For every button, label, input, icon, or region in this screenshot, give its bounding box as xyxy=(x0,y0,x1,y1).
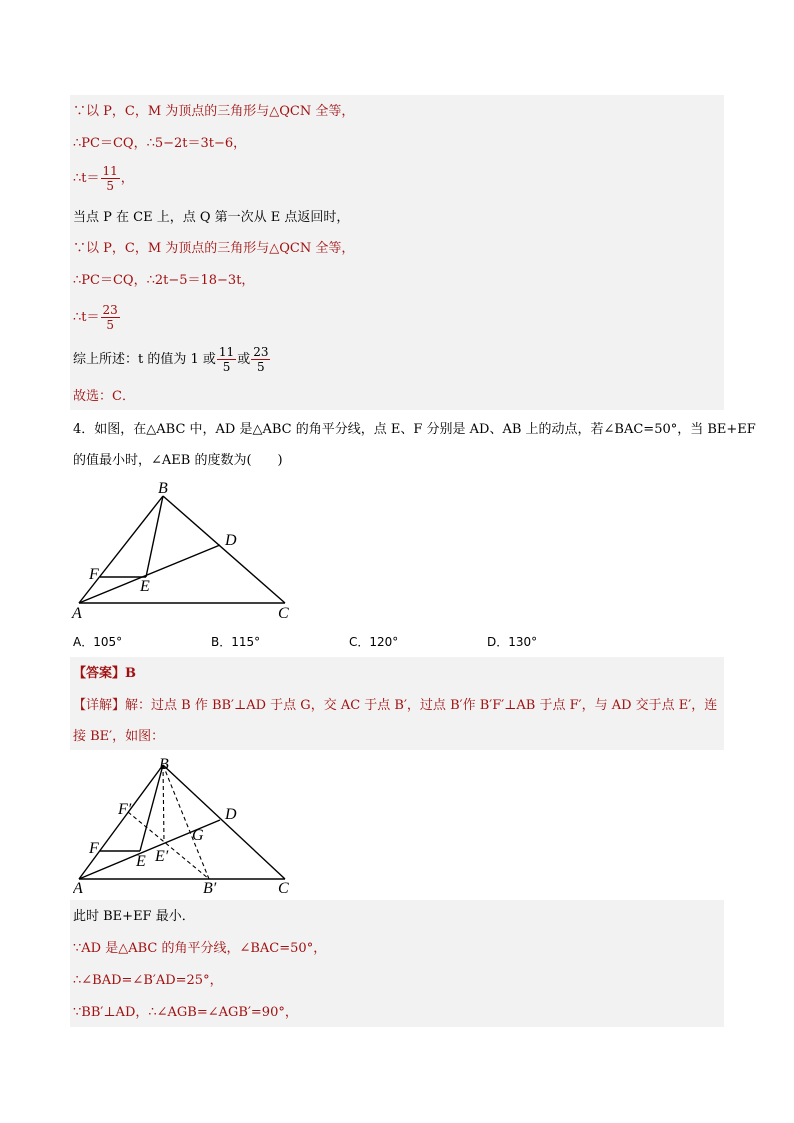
segment-BC xyxy=(163,765,285,879)
option-a[interactable]: A．105° xyxy=(73,635,123,649)
triangle-figure-2 xyxy=(73,752,295,900)
solution-line-4: 当点 P 在 CE 上，点 Q 第一次从 E 点返回时， xyxy=(73,210,350,225)
triangle-figure-1 xyxy=(70,478,300,624)
label-E: E xyxy=(136,853,146,870)
label-B: B xyxy=(158,480,168,497)
label-D: D xyxy=(225,806,237,823)
label-G: G xyxy=(192,827,204,844)
fraction-11-5 xyxy=(101,164,120,193)
solution-line-3 xyxy=(73,161,134,197)
solution-line-7 xyxy=(73,298,121,338)
solution-line-9: 故选：C． xyxy=(73,389,135,404)
solution-line-2: ∴PC＝CQ，∴5−2t＝3t−6， xyxy=(73,136,247,151)
detail-line-5: ∴∠BAD=∠B′AD=25°， xyxy=(73,973,223,988)
label-D: D xyxy=(225,532,237,549)
label-A: A xyxy=(73,880,83,897)
label-C: C xyxy=(278,605,289,622)
answer-line: 【答案】B xyxy=(73,666,136,681)
detail-line-2: 接 BE′，如图： xyxy=(73,729,165,744)
fraction-numerator: 11 xyxy=(218,345,235,359)
label-F: F xyxy=(89,566,99,583)
label-E: E xyxy=(140,578,150,595)
solution-line-8-prefix: 综上所述：t 的值为 1 或 xyxy=(73,352,216,367)
option-b[interactable]: B．115° xyxy=(211,635,261,649)
solution-line-7-prefix: ∴t＝ xyxy=(73,310,100,325)
detail-line-6: ∵BB′⊥AD，∴∠AGB=∠AGB′=90°， xyxy=(73,1005,298,1020)
detail-line-4: ∵AD 是△ABC 的角平分线，∠BAC=50°， xyxy=(73,941,327,956)
fraction-denominator: 5 xyxy=(222,360,231,374)
fraction-23-5 xyxy=(101,303,120,332)
fraction-numerator: 11 xyxy=(102,164,118,178)
solution-line-8 xyxy=(73,341,271,379)
label-B: B xyxy=(159,756,169,773)
dashed-BE-prime xyxy=(163,765,164,842)
segment-BE xyxy=(140,765,163,851)
fraction-denominator: 5 xyxy=(106,318,114,332)
label-F-prime: F′ xyxy=(118,801,132,818)
solution-line-3-prefix: ∴t＝ xyxy=(73,171,100,186)
detail-line-3: 此时 BE+EF 最小． xyxy=(73,909,195,924)
segment-BE xyxy=(146,496,163,577)
label-E-prime: E′ xyxy=(155,848,169,865)
solution-line-8-mid: 或 xyxy=(237,352,251,367)
label-F: F xyxy=(89,840,99,857)
question-4-line-1: 4．如图，在△ABC 中，AD 是△ABC 的角平分线，点 E、F 分别是 AD、AB 上的动点，若∠BAC=50°，当 BE+EF xyxy=(73,422,756,437)
solution-line-5: ∵以 P，C，M 为顶点的三角形与△QCN 全等， xyxy=(73,241,355,256)
label-A: A xyxy=(72,605,82,622)
solution-line-3-suffix: ， xyxy=(120,171,134,186)
fraction-numerator: 23 xyxy=(102,303,118,317)
fraction-23-5 xyxy=(251,345,270,374)
fraction-11-5 xyxy=(217,345,236,374)
fraction-denominator: 5 xyxy=(257,360,265,374)
segment-BC xyxy=(163,496,285,603)
fraction-numerator: 23 xyxy=(253,345,269,359)
option-c[interactable]: C．120° xyxy=(349,635,399,649)
solution-line-1: ∵以 P，C，M 为顶点的三角形与△QCN 全等， xyxy=(73,104,355,119)
question-4-line-2: 的值最小时，∠AEB 的度数为( ) xyxy=(73,453,283,468)
option-d[interactable]: D．130° xyxy=(487,635,538,649)
label-B-prime: B′ xyxy=(203,880,217,897)
detail-line-1: 【详解】解：过点 B 作 BB′⊥AD 于点 G，交 AC 于点 B′，过点 B′作 B′F′⊥AB 于点 F′，与 AD 交于点 E′，连 xyxy=(73,698,718,713)
fraction-denominator: 5 xyxy=(106,179,114,193)
solution-line-6: ∴PC＝CQ，∴2t−5＝18−3t， xyxy=(73,273,255,288)
segment-AB xyxy=(79,496,163,603)
dashed-BB-prime xyxy=(163,765,209,879)
label-C: C xyxy=(278,880,289,897)
